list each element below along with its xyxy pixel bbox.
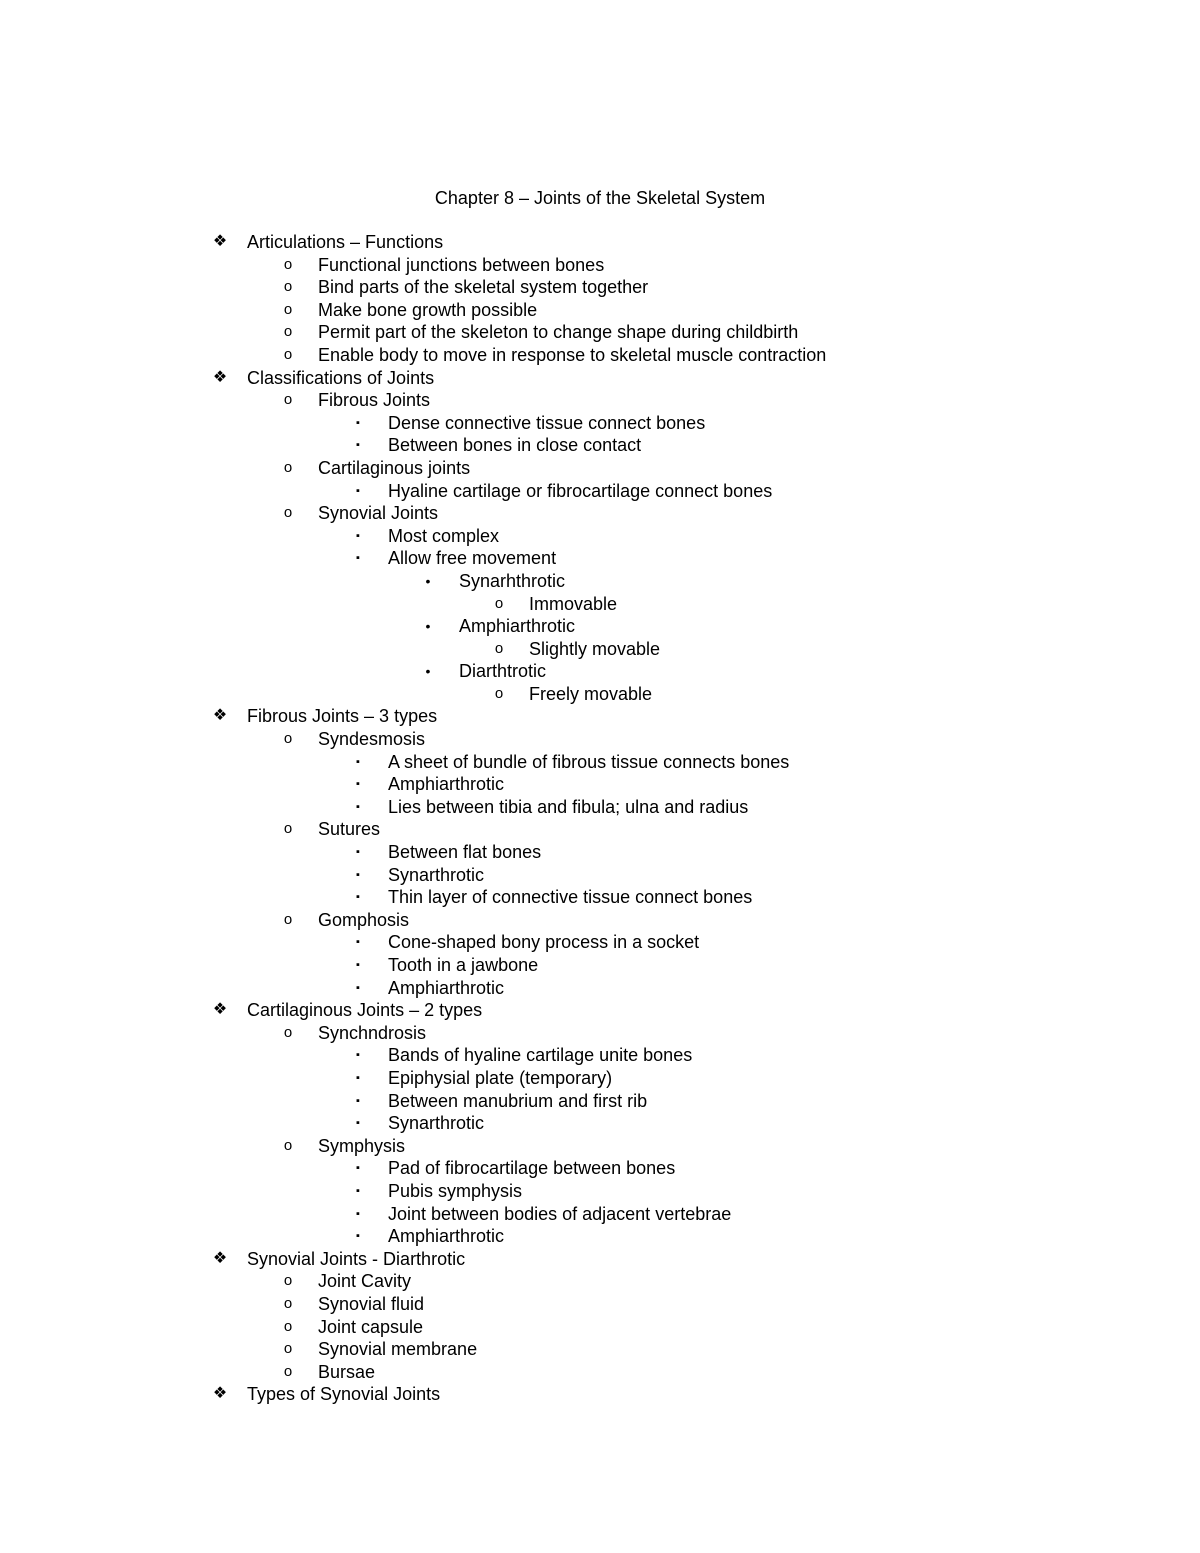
sub-list-item-text: Hyaline cartilage or fibrocartilage connect bones	[388, 480, 773, 501]
circle-bullet-icon: o	[283, 1023, 293, 1041]
list-item-text: Joint capsule	[318, 1316, 424, 1337]
list-item-text: Bind parts of the skeletal system together	[318, 277, 649, 298]
sub-list-item-text: Cone-shaped bony process in a socket	[388, 932, 700, 953]
list-item	[0, 389, 1200, 412]
square-bullet-icon: ▪	[356, 778, 360, 791]
square-bullet-icon: ▪	[356, 891, 360, 904]
list-item	[0, 909, 1200, 932]
section-heading	[0, 1383, 1200, 1406]
sub-list-item-text: Dense connective tissue connect bones	[388, 412, 706, 433]
list-item-text: Sutures	[318, 819, 381, 840]
sub-sub-list-item	[0, 660, 1200, 683]
sub-sub-list-item-text: Diarthtrotic	[459, 661, 547, 682]
section-heading-text: Articulations – Functions	[247, 232, 444, 252]
section-heading	[0, 999, 1200, 1022]
list-item-text: Functional junctions between bones	[318, 254, 605, 275]
diamond-bullet-icon: ❖	[212, 1249, 228, 1267]
sub-list-item	[0, 773, 1200, 796]
circle-bullet-icon: o	[283, 323, 293, 341]
circle-bullet-icon: o	[283, 1136, 293, 1154]
sub-list-item	[0, 751, 1200, 774]
list-item	[0, 321, 1200, 344]
list-item-text: Synovial Joints	[318, 503, 439, 524]
square-bullet-icon: ▪	[356, 529, 360, 542]
sub-list-item-text: Between bones in close contact	[388, 435, 642, 456]
diamond-bullet-icon: ❖	[212, 707, 228, 725]
section-heading	[0, 231, 1200, 254]
square-bullet-icon: ▪	[356, 1207, 360, 1220]
circle-bullet-icon: o	[283, 1340, 293, 1358]
square-bullet-icon: ▪	[356, 846, 360, 859]
sub-list-item-text: Thin layer of connective tissue connect bones	[388, 887, 753, 908]
circle-bullet-icon: o	[283, 504, 293, 522]
sub-list-item-text: Between manubrium and first rib	[388, 1090, 648, 1111]
dot-bullet-icon: •	[425, 663, 431, 680]
square-bullet-icon: ▪	[356, 1162, 360, 1175]
sub-list-item	[0, 886, 1200, 909]
list-item-text: Permit part of the skeleton to change shape during childbirth	[318, 322, 799, 343]
list-item-text: Cartilaginous joints	[318, 457, 471, 478]
sub-sub-list-item-text: Amphiarthrotic	[459, 616, 576, 637]
section-heading-text: Cartilaginous Joints – 2 types	[247, 1000, 483, 1021]
square-bullet-icon: ▪	[356, 1071, 360, 1084]
square-bullet-icon: ▪	[356, 1230, 360, 1243]
sub-sub-sub-list-item	[0, 593, 1200, 616]
sub-list-item-text: Amphiarthrotic	[388, 977, 505, 998]
dot-bullet-icon: •	[425, 572, 431, 589]
section-heading-text: Types of Synovial Joints	[247, 1384, 441, 1405]
list-item-text: Synovial fluid	[318, 1293, 425, 1314]
sub-list-item-text: Between flat bones	[388, 842, 542, 863]
sub-list-item	[0, 1157, 1200, 1180]
list-item-text: Make bone growth possible	[318, 299, 538, 320]
diamond-bullet-icon: ❖	[212, 1385, 228, 1403]
sub-list-item	[0, 1225, 1200, 1248]
sub-list-item-text: Epiphysial plate (temporary)	[388, 1067, 613, 1088]
section-heading	[0, 367, 1200, 390]
square-bullet-icon: ▪	[356, 868, 360, 881]
sub-sub-sub-list-item-text: Immovable	[529, 593, 618, 614]
sub-list-item	[0, 977, 1200, 1000]
list-item	[0, 1361, 1200, 1384]
circle-bullet-icon: o	[283, 255, 293, 273]
sub-sub-list-item	[0, 615, 1200, 638]
sub-list-item	[0, 434, 1200, 457]
sub-list-item-text: Bands of hyaline cartilage unite bones	[388, 1045, 693, 1066]
square-bullet-icon: ▪	[356, 552, 360, 565]
diamond-bullet-icon: ❖	[212, 368, 228, 386]
sub-list-item-text: Tooth in a jawbone	[388, 955, 539, 975]
circle-bullet-icon: o	[283, 1317, 293, 1335]
circle-bullet-icon: o	[494, 594, 504, 612]
list-item-text: Enable body to move in response to skeletal muscle contraction	[318, 344, 827, 365]
sub-list-item	[0, 480, 1200, 503]
list-item-text: Gomphosis	[318, 909, 410, 930]
sub-list-item-text: Synarthrotic	[388, 864, 485, 885]
list-item	[0, 344, 1200, 367]
list-item	[0, 502, 1200, 525]
list-item	[0, 1293, 1200, 1316]
sub-list-item-text: Lies between tibia and fibula; ulna and radius	[388, 796, 749, 817]
section-heading	[0, 705, 1200, 728]
circle-bullet-icon: o	[283, 278, 293, 296]
circle-bullet-icon: o	[283, 820, 293, 838]
square-bullet-icon: ▪	[356, 959, 360, 971]
square-bullet-icon: ▪	[356, 800, 360, 813]
list-item	[0, 1338, 1200, 1361]
sub-list-item-text: Amphiarthrotic	[388, 1226, 505, 1247]
sub-list-item	[0, 1090, 1200, 1113]
square-bullet-icon: ▪	[356, 1049, 360, 1062]
square-bullet-icon: ▪	[356, 981, 360, 994]
square-bullet-icon: ▪	[356, 484, 360, 497]
sub-sub-sub-list-item-text: Freely movable	[529, 683, 653, 704]
circle-bullet-icon: o	[283, 1272, 293, 1290]
sub-sub-sub-list-item	[0, 683, 1200, 706]
sub-list-item-text: A sheet of bundle of fibrous tissue connects bones	[388, 751, 790, 772]
sub-list-item	[0, 525, 1200, 548]
square-bullet-icon: ▪	[356, 416, 360, 429]
list-item	[0, 1270, 1200, 1293]
sub-list-item	[0, 1203, 1200, 1226]
dot-bullet-icon: •	[425, 618, 431, 635]
diamond-bullet-icon: ❖	[212, 233, 228, 250]
sub-list-item	[0, 864, 1200, 887]
section-heading-text: Synovial Joints - Diarthrotic	[247, 1248, 466, 1269]
circle-bullet-icon: o	[283, 910, 293, 928]
list-item-text: Bursae	[318, 1361, 376, 1382]
sub-list-item-text: Joint between bodies of adjacent vertebrae	[388, 1203, 732, 1224]
circle-bullet-icon: o	[283, 1362, 293, 1380]
circle-bullet-icon: o	[283, 391, 293, 409]
sub-list-item-text: Pubis symphysis	[388, 1180, 523, 1201]
circle-bullet-icon: o	[283, 300, 293, 318]
sub-list-item	[0, 841, 1200, 864]
sub-sub-list-item-text: Synarhthrotic	[459, 570, 566, 591]
square-bullet-icon: ▪	[356, 936, 360, 949]
circle-bullet-icon: o	[283, 345, 293, 363]
list-item-text: Fibrous Joints	[318, 390, 431, 411]
sub-list-item	[0, 1044, 1200, 1067]
page-title: Chapter 8 – Joints of the Skeletal System	[434, 188, 766, 208]
square-bullet-icon: ▪	[356, 755, 360, 768]
list-item	[0, 457, 1200, 480]
sub-sub-sub-list-item	[0, 638, 1200, 661]
sub-list-item-text: Pad of fibrocartilage between bones	[388, 1158, 676, 1179]
list-item	[0, 1022, 1200, 1045]
sub-list-item	[0, 796, 1200, 819]
sub-list-item	[0, 1067, 1200, 1090]
sub-list-item-text: Allow free movement	[388, 548, 557, 569]
sub-sub-sub-list-item-text: Slightly movable	[529, 638, 661, 659]
notes-outline	[0, 231, 1200, 1406]
list-item	[0, 276, 1200, 299]
sub-list-item-text: Synarthrotic	[388, 1113, 485, 1134]
list-item-text: Syndesmosis	[318, 729, 426, 750]
circle-bullet-icon: o	[283, 458, 293, 476]
square-bullet-icon: ▪	[356, 439, 360, 452]
circle-bullet-icon: o	[283, 730, 293, 748]
list-item-text: Synchndrosis	[318, 1022, 427, 1043]
list-item	[0, 728, 1200, 751]
diamond-bullet-icon: ❖	[212, 1001, 228, 1019]
sub-list-item-text: Amphiarthrotic	[388, 774, 505, 795]
sub-list-item-text: Most complex	[388, 525, 500, 546]
square-bullet-icon: ▪	[356, 1094, 360, 1107]
list-item	[0, 1135, 1200, 1158]
section-heading-text: Fibrous Joints – 3 types	[247, 706, 438, 727]
section-heading-text: Classifications of Joints	[247, 367, 435, 388]
sub-list-item	[0, 1112, 1200, 1135]
sub-list-item	[0, 547, 1200, 570]
sub-list-item	[0, 412, 1200, 435]
list-item-text: Synovial membrane	[318, 1339, 478, 1360]
list-item	[0, 818, 1200, 841]
sub-list-item	[0, 954, 1200, 977]
sub-sub-list-item	[0, 570, 1200, 593]
list-item-text: Joint Cavity	[318, 1271, 412, 1292]
square-bullet-icon: ▪	[356, 1184, 360, 1197]
sub-list-item	[0, 1180, 1200, 1203]
circle-bullet-icon: o	[494, 639, 504, 657]
list-item-text: Symphysis	[318, 1135, 406, 1156]
list-item	[0, 254, 1200, 277]
section-heading	[0, 1248, 1200, 1271]
list-item	[0, 1316, 1200, 1339]
square-bullet-icon: ▪	[356, 1117, 360, 1130]
circle-bullet-icon: o	[283, 1294, 293, 1312]
sub-list-item	[0, 931, 1200, 954]
list-item	[0, 299, 1200, 322]
circle-bullet-icon: o	[494, 684, 504, 702]
